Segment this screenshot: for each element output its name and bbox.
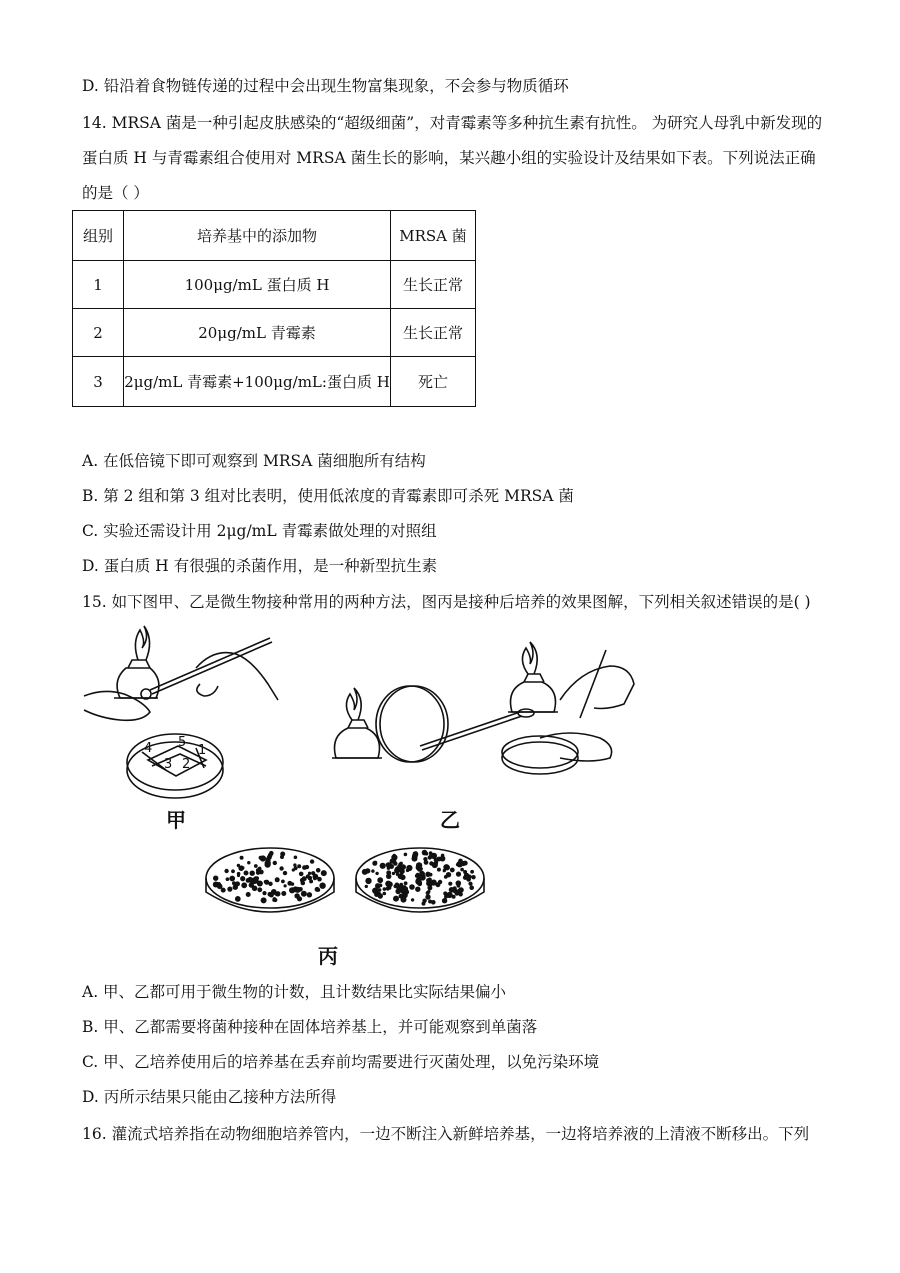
- cell-result: 死亡: [391, 357, 476, 407]
- colony-dot: [457, 861, 463, 867]
- colony-dots-b: [362, 850, 476, 906]
- colony-dot: [414, 851, 417, 854]
- colony-dot: [400, 864, 406, 870]
- colony-dot: [375, 883, 381, 889]
- colony-dot: [250, 871, 255, 876]
- colony-dot: [308, 872, 311, 875]
- colony-dot: [386, 874, 391, 879]
- colony-dot: [380, 863, 386, 869]
- colony-dot: [233, 885, 238, 890]
- colony-dot: [266, 857, 271, 862]
- colony-dot: [275, 877, 280, 882]
- alcohol-lamp-illustration: [332, 688, 382, 758]
- colony-dot: [213, 876, 218, 881]
- colony-dot: [261, 897, 267, 903]
- colony-dot: [269, 851, 274, 856]
- colony-dot: [284, 884, 287, 887]
- q15-option-b: B. 甲、乙都需要将菌种接种在固体培养基上，并可能观察到单菌落: [82, 1018, 538, 1036]
- colony-dot: [471, 875, 475, 879]
- q15-stem: 15. 如下图甲、乙是微生物接种常用的两种方法，图丙是接种后培养的效果图解，下列相关叙述错误的是( ): [82, 593, 811, 611]
- colony-dot: [399, 894, 404, 899]
- colony-dot: [280, 855, 284, 859]
- colony-dot: [386, 886, 390, 890]
- q14-option-d: D. 蛋白质 H 有很强的杀菌作用，是一种新型抗生素: [82, 557, 438, 575]
- colony-dot: [291, 882, 295, 886]
- colony-dot: [307, 892, 312, 897]
- colony-dot: [257, 887, 262, 892]
- colony-dot: [442, 898, 447, 903]
- colony-dot: [372, 861, 377, 866]
- alcohol-lamp-illustration: [114, 626, 159, 698]
- colony-dot: [221, 888, 226, 893]
- q14-stem-line-2: 蛋白质 H 与青霉素组合使用对 MRSA 菌生长的影响，某兴趣小组的实验设计及结果如下表。下列说法正确: [82, 149, 816, 167]
- colony-dot: [241, 882, 247, 888]
- colony-dot: [262, 891, 266, 895]
- colony-dot: [310, 859, 314, 863]
- colony-dot: [463, 875, 468, 880]
- hand-illustration: [84, 653, 278, 721]
- header-group: 组别: [73, 211, 124, 261]
- colony-dot: [279, 866, 283, 870]
- colony-dot: [467, 875, 471, 879]
- q15-option-d: D. 丙所示结果只能由乙接种方法所得: [82, 1088, 337, 1106]
- colony-dot: [297, 864, 301, 868]
- colony-dot: [437, 868, 441, 872]
- colony-dot: [450, 868, 455, 873]
- colony-dot: [469, 885, 474, 890]
- colony-dot: [416, 878, 420, 882]
- colony-dot: [298, 887, 303, 892]
- colony-dot: [246, 878, 251, 883]
- petri-dish-lid-illustration: [376, 686, 448, 762]
- colony-dot: [375, 872, 378, 875]
- colony-dot: [449, 887, 455, 893]
- cell-group: 1: [73, 261, 124, 309]
- colony-dot: [428, 855, 432, 859]
- colony-dot: [301, 881, 306, 886]
- colony-dot: [365, 878, 371, 884]
- colony-dot: [386, 862, 392, 868]
- colony-dot: [252, 877, 258, 883]
- colony-dot: [470, 870, 474, 874]
- colony-dot: [425, 872, 430, 877]
- colony-dot: [273, 861, 277, 865]
- cell-additive: 100μg/mL 蛋白质 H: [124, 261, 391, 309]
- plate-number: 2: [182, 757, 191, 772]
- colony-dot: [431, 900, 436, 905]
- colony-dot: [264, 880, 267, 883]
- colony-dot: [237, 864, 240, 867]
- colony-dot: [371, 869, 374, 872]
- colony-dot: [294, 856, 298, 860]
- colony-dot: [246, 892, 251, 897]
- colony-dot: [419, 873, 425, 879]
- q16-stem-line-1: 16. 灌流式培养指在动物细胞培养管内，一边不断注入新鲜培养基，一边将培养液的上清液不断移出。下列: [82, 1125, 810, 1143]
- colony-dot: [224, 869, 228, 873]
- colony-dot: [237, 874, 240, 877]
- colony-dot: [416, 862, 422, 868]
- q13-option-d: D. 铅沿着食物链传递的过程中会出现生物富集现象，不会参与物质循环: [82, 77, 569, 95]
- colony-dot: [229, 876, 235, 882]
- colony-dot: [427, 878, 432, 883]
- colony-dot: [468, 882, 472, 886]
- colony-dot: [452, 895, 456, 899]
- colony-dot: [426, 891, 430, 895]
- colony-dot: [435, 882, 440, 887]
- inoculating-loop-illustration: [141, 638, 272, 699]
- colony-dot: [302, 876, 307, 881]
- colony-dot: [448, 882, 452, 886]
- colony-dot: [226, 877, 230, 881]
- colony-dot: [281, 880, 285, 884]
- colony-dot: [463, 861, 468, 866]
- colony-dot: [400, 862, 403, 865]
- header-mrsa: MRSA 菌: [391, 211, 476, 261]
- colony-dot: [273, 898, 277, 902]
- colony-dot: [256, 871, 260, 875]
- q15-option-a: A. 甲、乙都可用于微生物的计数，且计数结果比实际结果偏小: [82, 983, 507, 1001]
- colony-dot: [377, 877, 383, 883]
- colony-dot: [240, 876, 245, 881]
- plate-illustration: [502, 736, 578, 774]
- header-additive: 培养基中的添加物: [124, 211, 391, 261]
- colony-dot: [406, 869, 410, 873]
- colony-dot: [456, 880, 462, 886]
- colony-dot: [378, 893, 383, 898]
- colony-dot: [235, 896, 241, 902]
- cell-result: 生长正常: [391, 309, 476, 357]
- colony-dot: [311, 871, 315, 875]
- colony-dot: [308, 876, 313, 881]
- q14-option-c: C. 实验还需设计用 2μg/mL 青霉素做处理的对照组: [82, 522, 437, 540]
- colony-dot: [305, 865, 309, 869]
- colony-dot: [316, 868, 321, 873]
- colony-dot: [297, 896, 302, 901]
- colony-dot: [404, 853, 408, 857]
- colony-dot: [260, 855, 266, 861]
- spreader-illustration: [420, 709, 534, 750]
- colony-dot: [283, 871, 287, 875]
- figure-label-bing: 丙: [318, 944, 338, 968]
- colony-dot: [425, 852, 429, 856]
- colony-dot: [400, 875, 406, 881]
- q14-option-b: B. 第 2 组和第 3 组对比表明，使用低浓度的青霉素即可杀死 MRSA 菌: [82, 487, 574, 505]
- colony-dot: [227, 887, 232, 892]
- cell-additive: 2μg/mL 青霉素+100μg/mL:蛋白质 H: [124, 357, 391, 407]
- colony-dot: [252, 886, 258, 892]
- colony-dot: [432, 862, 438, 868]
- colony-dot: [429, 851, 433, 855]
- colony-dot: [268, 882, 272, 886]
- q14-stem-line-3: 的是（ ）: [82, 184, 149, 202]
- colony-dot: [240, 856, 244, 860]
- colony-dot: [313, 877, 317, 881]
- colony-dot: [254, 864, 258, 868]
- q15-option-c: C. 甲、乙培养使用后的培养基在丢弃前均需要进行灭菌处理，以免污染环境: [82, 1053, 600, 1071]
- colony-dot: [383, 887, 387, 891]
- q14-option-a: A. 在低倍镜下即可观察到 MRSA 菌细胞所有结构: [82, 452, 426, 470]
- colony-dot: [378, 888, 381, 891]
- cell-additive: 20μg/mL 青霉素: [124, 309, 391, 357]
- plate-number: 4: [144, 741, 153, 756]
- colony-dot: [393, 896, 399, 902]
- plate-number: 3: [164, 757, 173, 772]
- colony-dot: [383, 892, 387, 896]
- colony-dot: [362, 869, 368, 875]
- q14-stem-line-1: 14. MRSA 菌是一种引起皮肤感染的“超级细菌”，对青霉素等多种抗生素有抗性。 为研究人母乳中新发现的: [82, 114, 823, 132]
- colony-dot: [456, 872, 461, 877]
- colony-dot: [460, 868, 464, 872]
- colony-dot: [299, 872, 304, 877]
- colony-dot: [409, 884, 415, 890]
- colony-dot: [258, 867, 262, 871]
- colony-dot: [268, 892, 273, 897]
- colony-dot: [395, 883, 400, 888]
- hand-illustration: [540, 650, 634, 761]
- colony-dot: [231, 869, 235, 873]
- colony-dot: [301, 891, 307, 897]
- colony-dot: [289, 887, 295, 893]
- figure-label-jia: 甲: [166, 808, 186, 832]
- colony-dot: [247, 861, 250, 864]
- cell-result: 生长正常: [391, 261, 476, 309]
- cell-group: 2: [73, 309, 124, 357]
- colony-dot: [403, 886, 408, 891]
- colony-dot: [321, 870, 327, 876]
- colony-dot: [316, 888, 320, 892]
- plate-number: 1: [198, 743, 207, 758]
- plate-number: 5: [178, 735, 187, 750]
- colony-dots-a: [213, 851, 327, 904]
- colony-dot: [445, 866, 449, 870]
- colony-dot: [244, 871, 249, 876]
- cell-group: 3: [73, 357, 124, 407]
- figure-label-yi: 乙: [440, 808, 460, 832]
- streak-plate-illustration: [127, 734, 223, 798]
- colony-dot: [365, 885, 368, 888]
- colony-dot: [425, 894, 430, 899]
- colony-dot: [422, 902, 426, 906]
- colony-dot: [404, 881, 408, 885]
- colony-dot: [394, 868, 400, 874]
- colony-dot: [241, 866, 244, 869]
- colony-dot: [458, 892, 463, 897]
- colony-dot: [395, 889, 401, 895]
- colony-dot: [281, 891, 286, 896]
- colony-dot: [440, 856, 446, 862]
- colony-dot: [424, 860, 429, 865]
- colony-dot: [446, 872, 451, 877]
- colony-dot: [415, 887, 420, 892]
- colony-dot: [319, 883, 325, 889]
- colony-dot: [431, 882, 434, 885]
- colony-dot: [294, 866, 298, 870]
- colony-dot: [411, 898, 414, 901]
- alcohol-lamp-illustration: [508, 642, 558, 712]
- colony-dot: [274, 892, 277, 895]
- colony-dot: [444, 895, 448, 899]
